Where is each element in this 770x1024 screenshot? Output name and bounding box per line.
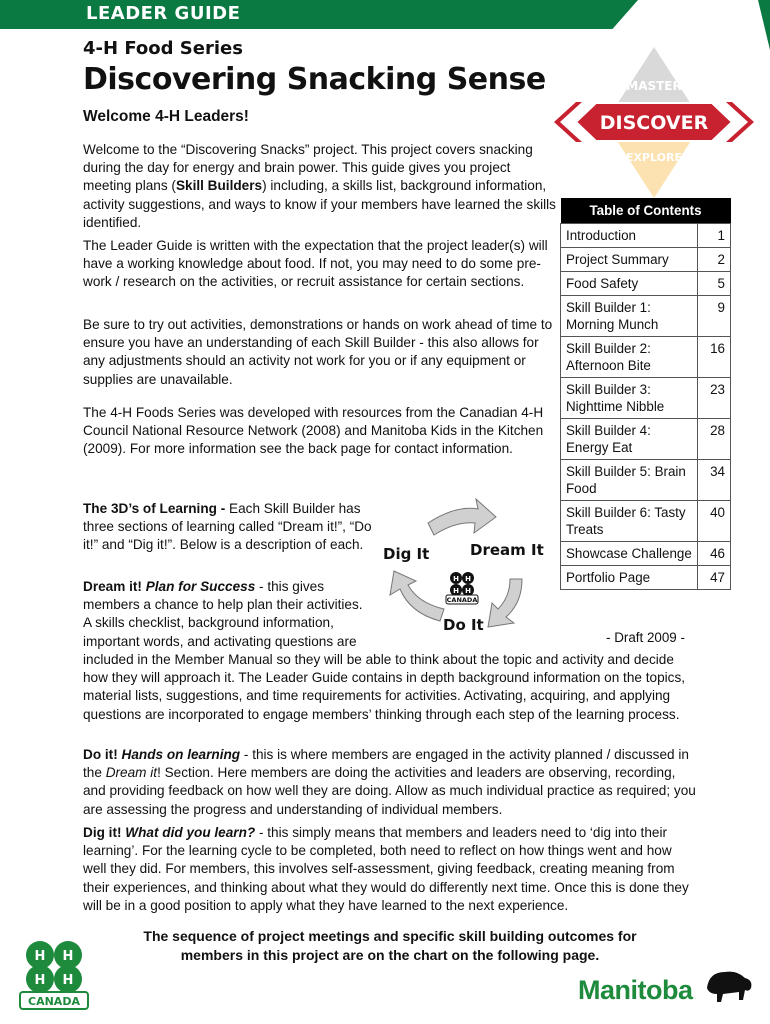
toc-row: [561, 566, 731, 590]
do-it-paragraph: Do it! Hands on learning - this is where members are engaged in the activity planned / discussed in the Dream it! Section. Here members are doing the activities and leaders are observing, recording, and providing feedback on how well they are doing. Allow as much individual practice as required; you are assessing the progress and understanding of individual members.: [83, 747, 696, 817]
toc-entry-page: 34: [698, 460, 731, 501]
cycle-do-it: Do It: [443, 616, 484, 634]
toc-row: [561, 224, 731, 248]
dream-it-paragraph-a: Dream it! Plan for Success - this gives members a chance to help plan their activities. A skills checklist, background information, important words, and activating questions are: [83, 579, 363, 649]
toc-entry-label: Skill Builder 4: Energy Eat: [561, 419, 698, 460]
toc-entry-label: Portfolio Page: [561, 566, 698, 590]
toc-entry-page: 5: [698, 272, 731, 296]
toc-row: [561, 248, 731, 272]
svg-text:H: H: [465, 587, 471, 595]
toc-entry-label: Food Safety: [561, 272, 698, 296]
cycle-canada-label: CANADA: [446, 596, 478, 604]
intro-paragraph: Welcome to the “Discovering Snacks” project. This project covers snacking during the day for energy and brain power. This guide gives you project meeting plans (Skill Builders) including, a skills list, background information, activity suggestions, and ways to know if your members have learned the skills identified.: [83, 142, 556, 230]
toc-entry-label: Project Summary: [561, 248, 698, 272]
toc-entry-page: 47: [698, 566, 731, 590]
draft-note: - Draft 2009 -: [606, 630, 685, 645]
closing-note: The sequence of project meetings and specific skill building outcomes for members in this project are on the chart on the following page.: [143, 928, 637, 963]
toc-row: [561, 501, 731, 542]
cycle-dream-it: Dream It: [470, 541, 544, 559]
tryout-paragraph: Be sure to try out activities, demonstrations or hands on work ahead of time to ensure you have an understanding of each Skill Builder - this also allows for any adjustments should an activity not work for you or if any equipment or supplies are unavailable.: [83, 317, 553, 387]
corner-accent: [740, 0, 770, 50]
logo-canada-label: CANADA: [28, 995, 80, 1008]
svg-text:H: H: [62, 973, 74, 988]
badge-master: MASTER: [626, 79, 682, 93]
toc-entry-page: 16: [698, 337, 731, 378]
toc-entry-label: Showcase Challenge: [561, 542, 698, 566]
welcome-heading: Welcome 4-H Leaders!: [83, 108, 249, 125]
toc-entry-page: 28: [698, 419, 731, 460]
toc-entry-page: 46: [698, 542, 731, 566]
toc-row: [561, 337, 731, 378]
badge-discover: DISCOVER: [599, 112, 709, 134]
toc-row: [561, 272, 731, 296]
toc-entry-page: 9: [698, 296, 731, 337]
resources-paragraph: The 4-H Foods Series was developed with resources from the Canadian 4-H Council National Resource Network (2008) and Manitoba Kids in the Kitchen (2009). For more information see the back page for contact information.: [83, 405, 544, 457]
svg-text:H: H: [34, 973, 46, 988]
page-title: Discovering Snacking Sense: [83, 62, 546, 97]
toc-row: [561, 460, 731, 501]
svg-text:H: H: [34, 949, 46, 964]
three-ds-paragraph: The 3D’s of Learning - Each Skill Builder has three sections of learning called “Dream it!”, “Do it!” and “Dig it!”. Below is a description of each.: [83, 501, 372, 553]
manitoba-wordmark: Manitoba: [578, 975, 693, 1005]
toc-entry-label: Skill Builder 3: Nighttime Nibble: [561, 378, 698, 419]
discover-badge: [548, 45, 770, 200]
svg-text:H: H: [453, 587, 459, 595]
arrow-right-icon: [488, 579, 522, 627]
table-of-contents: [560, 198, 731, 590]
dream-it-paragraph-b: included in the Member Manual so they will be able to think about the topic and activity and decide how they will approach it. The Leader Guide contains in depth background information on the topics, material lists, suggestions, and time requirements for activities. Activating, acquiring, and applying questions are incorporated to engage members’ thinking through each step of the learning process.: [83, 652, 686, 722]
series-title: 4-H Food Series: [83, 38, 243, 59]
svg-text:H: H: [465, 575, 471, 583]
toc-entry-page: 23: [698, 378, 731, 419]
toc-row: [561, 296, 731, 337]
toc-entry-page: 1: [698, 224, 731, 248]
arrow-left-icon: [390, 571, 444, 621]
svg-text:H: H: [62, 949, 74, 964]
toc-row: [561, 378, 731, 419]
toc-entry-label: Introduction: [561, 224, 698, 248]
badge-explore: EXPLORE: [625, 151, 683, 164]
dig-it-paragraph: Dig it! What did you learn? - this simply means that members and leaders need to ‘dig into their learning’. For the learning cycle to be completed, both need to reflect on how things went and how well they did. For members, this involves self-assessment, giving feedback, creating meaning from their experiences, and thinking about what they would do differently next time. Once this is done they will be in a good position to apply what they have learned to the next experience.: [83, 825, 689, 913]
banner-title: LEADER GUIDE: [86, 3, 241, 24]
toc-heading: Table of Contents: [561, 198, 731, 224]
svg-text:H: H: [453, 575, 459, 583]
toc-entry-page: 40: [698, 501, 731, 542]
toc-entry-page: 2: [698, 248, 731, 272]
bison-icon: [703, 966, 755, 1006]
arrow-top-icon: [428, 499, 496, 535]
toc-entry-label: Skill Builder 2: Afternoon Bite: [561, 337, 698, 378]
toc-row: [561, 542, 731, 566]
knowledge-paragraph: The Leader Guide is written with the expectation that the project leader(s) will have a working knowledge about food. If not, you may need to do some pre-work / research on the activities, or recruit assistance for certain sections.: [83, 238, 548, 290]
toc-entry-label: Skill Builder 6: Tasty Treats: [561, 501, 698, 542]
toc-row: [561, 419, 731, 460]
cycle-dig-it: Dig It: [383, 545, 430, 563]
toc-entry-label: Skill Builder 1: Morning Munch: [561, 296, 698, 337]
4h-canada-logo: [10, 935, 98, 1013]
clover-icon: [446, 572, 478, 604]
toc-entry-label: Skill Builder 5: Brain Food: [561, 460, 698, 501]
